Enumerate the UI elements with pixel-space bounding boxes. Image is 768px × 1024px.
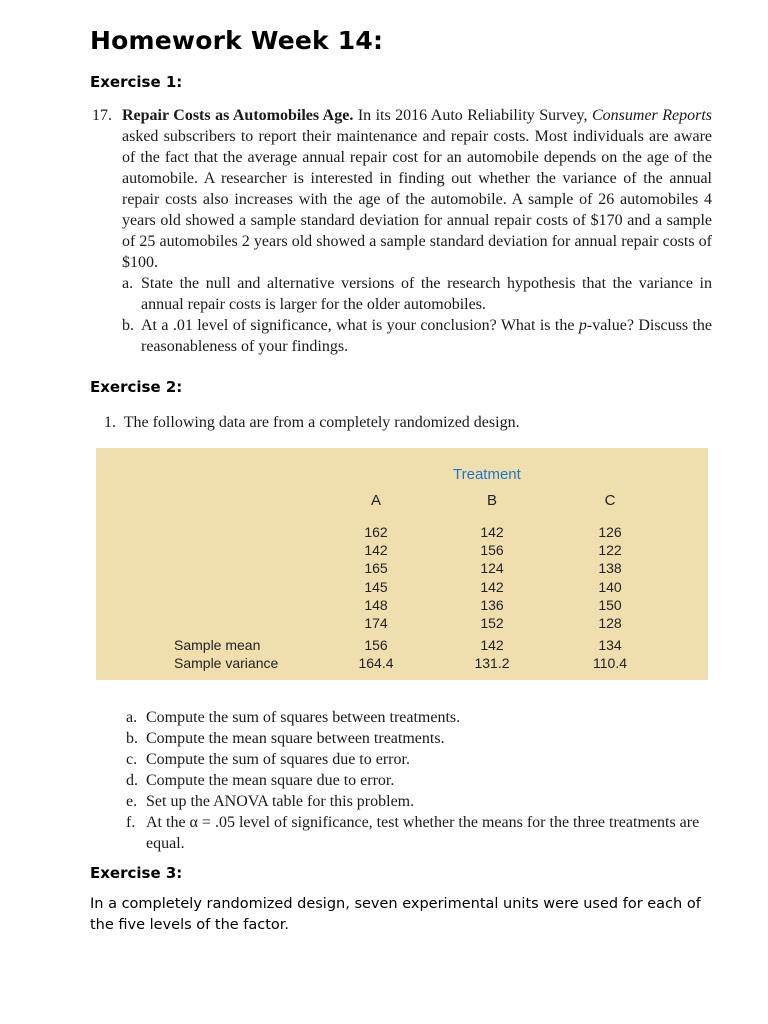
column-header: B [486, 492, 497, 509]
cell: 128 [598, 615, 622, 632]
problem-text: The following data are from a completely randomized design. [123, 414, 520, 431]
question-d: d. Compute the mean square due to error. [126, 772, 395, 789]
exercise3-heading: Exercise 3: [90, 864, 183, 882]
cell: 174 [364, 615, 388, 632]
exercise2-problem [104, 412, 520, 433]
page-title: Homework Week 14: [90, 26, 384, 55]
sample-mean: 142 [480, 637, 504, 653]
exercise1-problem [92, 105, 712, 357]
column-values [580, 523, 640, 632]
problem-title: Repair Costs as Automobiles Age. [122, 107, 354, 124]
cell: 126 [598, 524, 622, 540]
data-table [96, 448, 708, 680]
cell: 124 [480, 560, 504, 577]
cell: 148 [364, 596, 388, 613]
exercise2-questions [126, 707, 706, 854]
sample-mean: 134 [598, 637, 622, 653]
treatment-header: Treatment [453, 466, 521, 483]
cell: 142 [480, 524, 504, 540]
problem-text-1: In its 2016 Auto Reliability Survey, [357, 107, 588, 124]
question-e: e. Set up the ANOVA table for this problem. [126, 793, 415, 810]
column-stats [346, 636, 406, 672]
part-text: State the null and alternative versions of the research hypothesis that the variance in annual repair costs is larger for the older automobiles. [141, 275, 712, 313]
sample-variance: 110.4 [593, 655, 627, 671]
column-values [346, 523, 406, 632]
question-a: a. Compute the sum of squares between treatments. [126, 709, 461, 726]
column-header: A [370, 492, 381, 509]
problem-text-2: asked subscribers to report their maintenance and repair costs. Most individuals are aware of the fact that the average annual repair cost for an automobile depends on the age of the automobile. A researcher is interested in finding out whether the variance of the annual repair costs also increases with the age of the automobile. A sample of 26 automobiles 4 years old showed a sample standard deviation for annual repair costs of $170 and a sample of 25 automobiles 2 years old showed a sample standard deviation for annual repair costs of $100. [122, 128, 712, 271]
column-stats [580, 636, 640, 672]
row-labels [174, 636, 278, 672]
part-label: a. [122, 275, 134, 292]
column-values [462, 523, 522, 632]
part-label: b. [122, 317, 134, 334]
exercise2-heading: Exercise 2: [90, 378, 183, 396]
column-header: C [604, 492, 616, 509]
cell: 142 [364, 542, 388, 559]
sample-mean-label: Sample mean [174, 637, 261, 653]
cell: 162 [364, 524, 388, 540]
cell: 165 [364, 560, 388, 577]
cell: 122 [598, 542, 622, 559]
part-a [122, 273, 712, 315]
cell: 142 [480, 578, 504, 595]
part-text: At a .01 level of significance, what is your conclusion? What is the p-value? Discuss the reasonableness of your findings. [141, 317, 713, 355]
sample-variance-label: Sample variance [174, 655, 279, 671]
exercise1-heading: Exercise 1: [90, 73, 183, 91]
column-stats [462, 636, 522, 672]
problem-number: 1. [104, 414, 116, 431]
cell: 138 [598, 560, 622, 577]
cell: 140 [598, 578, 622, 595]
sample-mean: 156 [364, 637, 388, 653]
part-b [122, 315, 712, 357]
cell: 150 [598, 596, 622, 613]
cell: 145 [364, 578, 388, 595]
sample-variance: 164.4 [358, 655, 394, 671]
cell: 152 [480, 615, 504, 632]
cell: 156 [480, 542, 504, 559]
cell: 136 [480, 596, 504, 613]
sample-variance: 131.2 [474, 655, 510, 671]
exercise3-text: In a completely randomized design, seven experimental units were used for each of the five levels of the factor. [90, 896, 701, 933]
publication-name: Consumer Reports [591, 107, 712, 124]
problem-number: 17. [92, 107, 112, 124]
question-c: c. Compute the sum of squares due to error. [126, 751, 410, 768]
question-f: f. At the α = .05 level of significance, test whether the means for the three treatments are equal. [126, 814, 700, 852]
question-b: b. Compute the mean square between treatments. [126, 730, 445, 747]
